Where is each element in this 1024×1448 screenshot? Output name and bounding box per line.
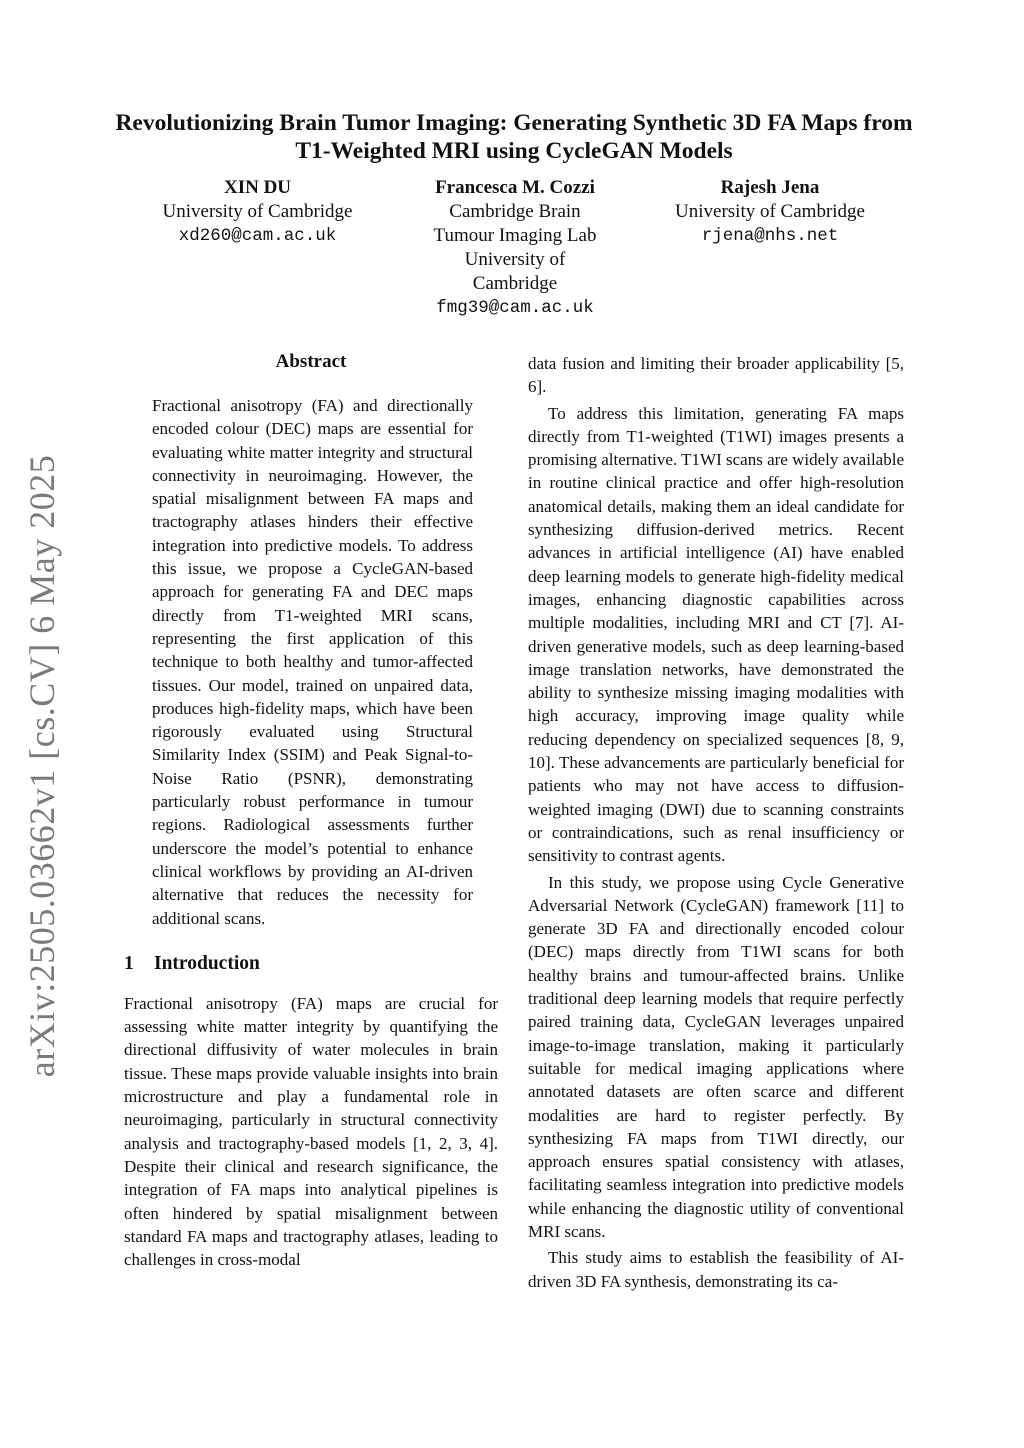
section-heading-introduction: [124, 952, 498, 976]
author-name: Rajesh Jena: [720, 177, 820, 198]
author-affiliation: Cambridge Brain: [449, 201, 581, 222]
author-affiliation: University of Cambridge: [675, 201, 865, 222]
abstract-heading: Abstract: [275, 351, 347, 372]
intro-paragraph-2: To address this limitation, generating FA maps directly from T1-weighted (T1WI) images presents a promising alternative. T1WI scans are widely available in routine clinical practice and offer high-resolution anatomical details, making them an ideal candidate for synthesizing diffusion-derived metrics. Recent advances in artificial intelligence (AI) have enabled deep learning models to generate high-fidelity medical images, enhancing diagnostic capabilities across multiple modalities, including MRI and CT [7]. AI-driven generative models, such as deep learning-based image translation networks, have demonstrated the ability to synthesize missing imaging modalities with high accuracy, improving image quality while reducing dependency on specialized sequences [8, 9, 10]. These advancements are particularly beneficial for patients who may not have access to diffusion-weighted imaging (DWI) due to scanning constraints or contraindications, such as renal insufficiency or sensitivity to contrast agents.: [528, 403, 904, 866]
left-column: [124, 350, 498, 1271]
author-affiliation: Cambridge: [472, 273, 558, 294]
section-number: 1: [124, 952, 134, 974]
author-name: Francesca M. Cozzi: [435, 177, 595, 198]
author-affiliation: University of Cambridge: [162, 201, 353, 222]
author-block: [395, 176, 635, 320]
intro-paragraph-1-continued: data fusion and limiting their broader applicability [5, 6].: [528, 354, 904, 397]
author-block: [140, 176, 375, 248]
intro-paragraph-4: This study aims to establish the feasibility of AI-driven 3D FA synthesis, demonstrating its ca-: [528, 1248, 904, 1291]
author-email[interactable]: rjena@nhs.net: [701, 226, 839, 246]
author-block: [655, 176, 885, 248]
intro-paragraph-3: In this study, we propose using Cycle Generative Adversarial Network (CycleGAN) framework [11] to generate 3D FA and directionally encoded colour (DEC) maps directly from T1WI scans for both healthy brains and tumour-affected brains. Unlike traditional deep learning models that require perfectly paired training data, CycleGAN leverages unpaired image-to-image translation, making it particularly suitable for medical imaging applications where annotated datasets are often scarce and different modalities are hard to register perfectly. By synthesizing FA maps from T1WI directly, our approach ensures spatial consistency with atlases, facilitating seamless integration into predictive models while enhancing the diagnostic utility of conventional MRI scans.: [528, 872, 904, 1241]
arxiv-identifier[interactable]: arXiv:2505.03662v1 [cs.CV] 6 May 2025: [22, 454, 62, 1078]
intro-paragraph-1: Fractional anisotropy (FA) maps are crucial for assessing white matter integrity by quantifying the directional diffusivity of water molecules in brain tissue. These maps provide valuable insights into brain microstructure and play a fundamental role in neuroimaging, particularly in structural connectivity analysis and tractography-based models [1, 2, 3, 4]. Despite their clinical and research significance, the integration of FA maps into analytical pipelines is often hindered by spatial misalignment between standard FA maps and tractography atlases, leading to challenges in cross-modal: [124, 993, 498, 1270]
author-email[interactable]: fmg39@cam.ac.uk: [436, 298, 594, 318]
section-title: Introduction: [154, 952, 260, 974]
author-email[interactable]: xd260@cam.ac.uk: [178, 226, 337, 246]
author-affiliation: Tumour Imaging Lab: [433, 225, 597, 246]
paper-title: Revolutionizing Brain Tumor Imaging: Generating Synthetic 3D FA Maps from T1-Weighted MRI using CycleGAN Models: [115, 110, 913, 164]
author-affiliation: University of: [464, 249, 566, 270]
author-name: XIN DU: [223, 177, 292, 198]
abstract-text: Fractional anisotropy (FA) and directionally encoded colour (DEC) maps are essential for evaluating white matter integrity and structural connectivity in neuroimaging. However, the spatial misalignment between FA maps and tractography atlases hinders their effective integration into predictive models. To address this issue, we propose a CycleGAN-based approach for generating FA and DEC maps directly from T1-weighted MRI scans, representing the first application of this technique to both healthy and tumor-affected tissues. Our model, trained on unpaired data, produces high-fidelity maps, which have been rigorously evaluated using Structural Similarity Index (SSIM) and Peak Signal-to-Noise Ratio (PSNR), demonstrating particularly robust performance in tumour regions. Radiological assessments further underscore the model’s potential to enhance clinical workflows by providing an AI-driven alternative that reduces the necessity for additional scans.: [152, 396, 473, 928]
right-column: [528, 352, 904, 1296]
